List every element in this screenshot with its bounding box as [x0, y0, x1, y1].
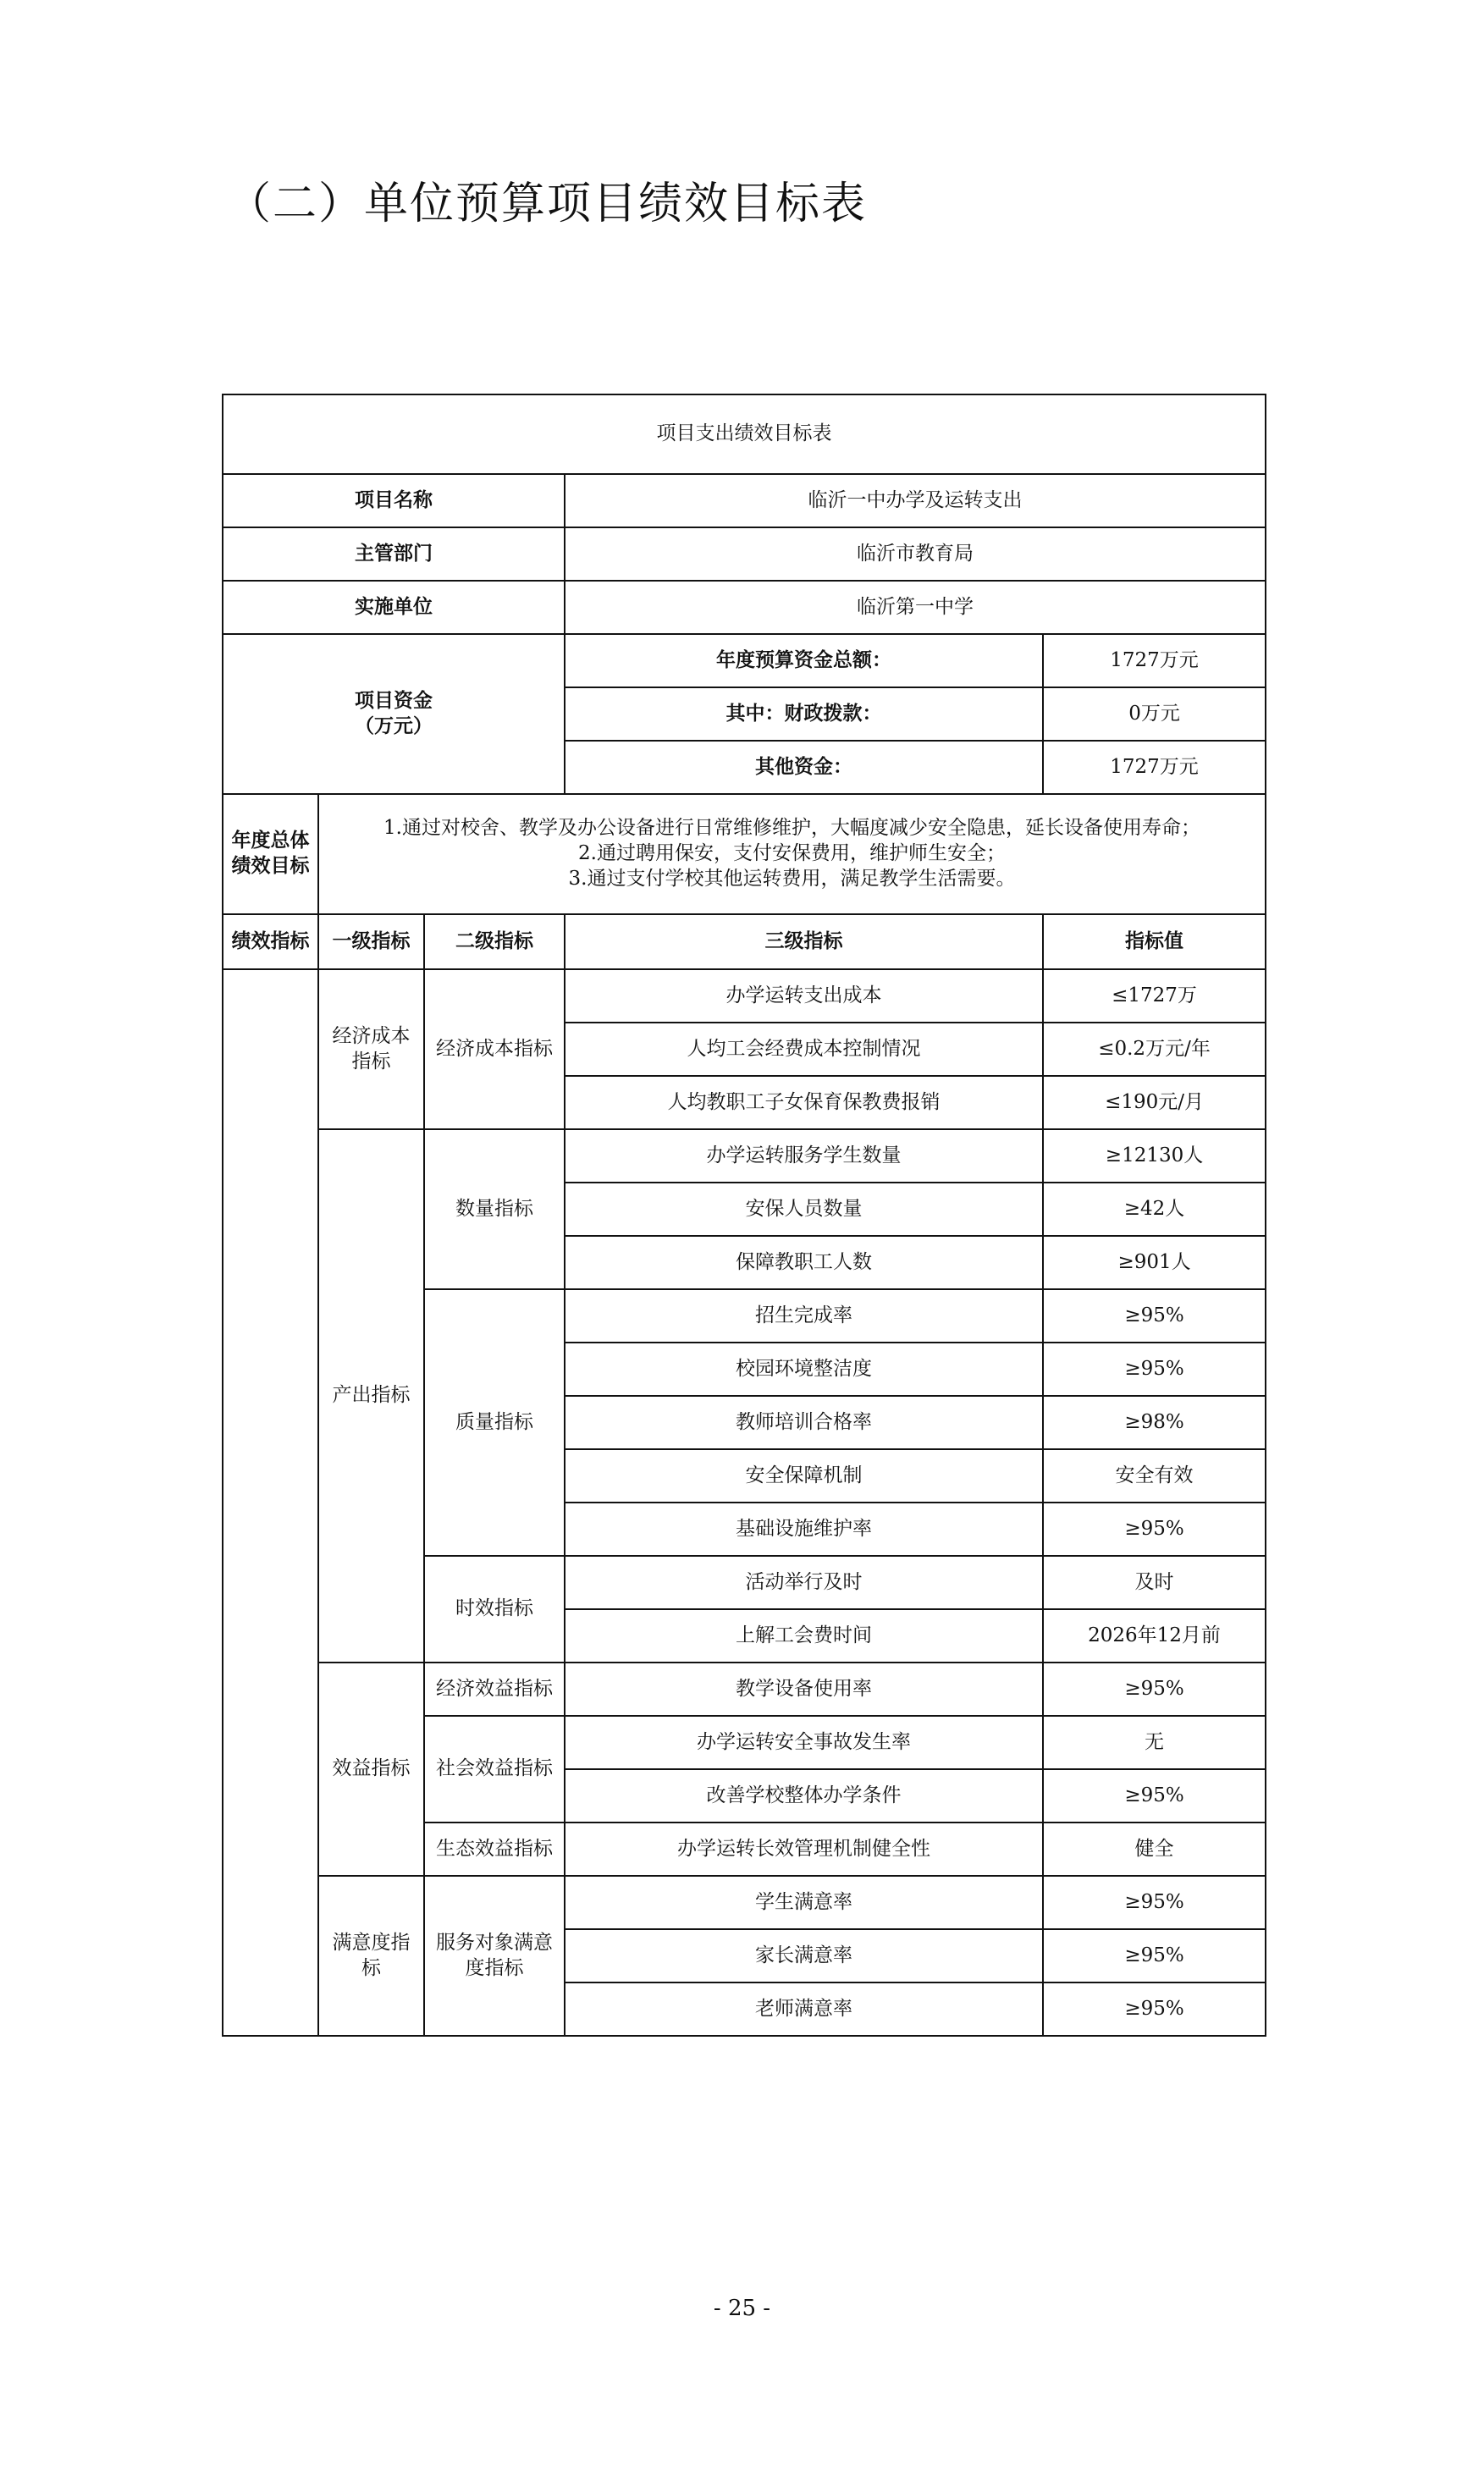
- unit-value: 临沂第一中学: [565, 581, 1266, 634]
- funds-item-value: 1727万元: [1043, 741, 1266, 794]
- annual-goal-label-line2: 绩效目标: [231, 855, 310, 877]
- indicator-cell: 人均工会经费成本控制情况: [565, 1023, 1043, 1076]
- goal-item: 1.通过对校舍、教学及办公设备进行日常维修维护，大幅度减少安全隐患，延长设备使用寿命；: [383, 817, 1200, 840]
- level2-cell: 质量指标: [424, 1289, 565, 1556]
- indicator-cell: 活动举行及时: [565, 1556, 1043, 1609]
- funds-item-value: 0万元: [1043, 687, 1266, 741]
- table-caption: 项目支出绩效目标表: [223, 394, 1266, 474]
- annual-goal-label-line1: 年度总体: [231, 830, 310, 852]
- value-cell: ≤190元/月: [1043, 1076, 1266, 1129]
- indicator-cell: 教师培训合格率: [565, 1396, 1043, 1449]
- value-cell: ≥98%: [1043, 1396, 1266, 1449]
- value-cell: 安全有效: [1043, 1449, 1266, 1503]
- performance-blank-cell: [223, 969, 318, 2036]
- level2-cell: 社会效益指标: [424, 1716, 565, 1823]
- level2-cell: 服务对象满意度指标: [424, 1876, 565, 2036]
- level2-cell: 数量指标: [424, 1129, 565, 1289]
- indicator-cell: 老师满意率: [565, 1982, 1043, 2036]
- indicator-cell: 保障教职工人数: [565, 1236, 1043, 1289]
- value-cell: ≥901人: [1043, 1236, 1266, 1289]
- funds-label-line2: （万元）: [355, 714, 433, 737]
- table-row: [223, 1129, 1266, 1183]
- dept-label: 主管部门: [223, 527, 565, 581]
- value-cell: ≥42人: [1043, 1183, 1266, 1236]
- level2-cell: 经济效益指标: [424, 1663, 565, 1716]
- level1-cell: 满意度指标: [318, 1876, 424, 2036]
- level2-cell: 时效指标: [424, 1556, 565, 1663]
- value-cell: 2026年12月前: [1043, 1609, 1266, 1663]
- table-row: [223, 1876, 1266, 1929]
- indicator-cell: 家长满意率: [565, 1929, 1043, 1982]
- level1-cell: 经济成本指标: [318, 969, 424, 1129]
- value-cell: ≥95%: [1043, 1663, 1266, 1716]
- header-level2: 二级指标: [424, 914, 565, 969]
- dept-value: 临沂市教育局: [565, 527, 1266, 581]
- funds-item-label: 年度预算资金总额：: [565, 634, 1043, 687]
- value-cell: ≥95%: [1043, 1929, 1266, 1982]
- table-row: [223, 1663, 1266, 1716]
- indicator-cell: 办学运转安全事故发生率: [565, 1716, 1043, 1769]
- level2-cell: 生态效益指标: [424, 1823, 565, 1876]
- annual-goals: [318, 794, 1266, 914]
- funds-label: [223, 634, 565, 794]
- indicator-cell: 改善学校整体办学条件: [565, 1769, 1043, 1823]
- table-row: [223, 969, 1266, 1023]
- indicator-cell: 安保人员数量: [565, 1183, 1043, 1236]
- funds-item-value: 1727万元: [1043, 634, 1266, 687]
- level2-cell: 经济成本指标: [424, 969, 565, 1129]
- funds-label-line1: 项目资金: [355, 689, 433, 712]
- indicator-cell: 办学运转长效管理机制健全性: [565, 1823, 1043, 1876]
- indicator-cell: 人均教职工子女保育保教费报销: [565, 1076, 1043, 1129]
- indicator-cell: 招生完成率: [565, 1289, 1043, 1343]
- value-cell: ≥95%: [1043, 1769, 1266, 1823]
- level1-cell: 产出指标: [318, 1129, 424, 1663]
- value-cell: ≥95%: [1043, 1982, 1266, 2036]
- value-cell: 健全: [1043, 1823, 1266, 1876]
- header-level1: 一级指标: [318, 914, 424, 969]
- value-cell: ≥12130人: [1043, 1129, 1266, 1183]
- annual-goal-label: [223, 794, 318, 914]
- level1-cell: 效益指标: [318, 1663, 424, 1876]
- indicator-cell: 安全保障机制: [565, 1449, 1043, 1503]
- unit-label: 实施单位: [223, 581, 565, 634]
- value-cell: 无: [1043, 1716, 1266, 1769]
- value-cell: ≥95%: [1043, 1289, 1266, 1343]
- value-cell: ≥95%: [1043, 1343, 1266, 1396]
- value-cell: ≥95%: [1043, 1876, 1266, 1929]
- header-level3: 三级指标: [565, 914, 1043, 969]
- project-name-label: 项目名称: [223, 474, 565, 527]
- indicator-cell: 办学运转服务学生数量: [565, 1129, 1043, 1183]
- indicator-cell: 教学设备使用率: [565, 1663, 1043, 1716]
- funds-item-label: 其中：财政拨款：: [565, 687, 1043, 741]
- indicator-cell: 校园环境整洁度: [565, 1343, 1043, 1396]
- goal-item: 2.通过聘用保安，支付安保费用，维护师生安全；: [578, 842, 1006, 865]
- indicator-cell: 学生满意率: [565, 1876, 1043, 1929]
- indicator-cell: 基础设施维护率: [565, 1503, 1043, 1556]
- funds-item-label: 其他资金：: [565, 741, 1043, 794]
- value-cell: ≤1727万: [1043, 969, 1266, 1023]
- header-performance: 绩效指标: [223, 914, 318, 969]
- value-cell: 及时: [1043, 1556, 1266, 1609]
- performance-target-table: [222, 394, 1266, 2037]
- indicator-cell: 办学运转支出成本: [565, 969, 1043, 1023]
- goal-item: 3.通过支付学校其他运转费用，满足教学生活需要。: [568, 867, 1016, 890]
- value-cell: ≤0.2万元/年: [1043, 1023, 1266, 1076]
- page-number: - 25 -: [713, 2296, 771, 2321]
- section-title: （二）单位预算项目绩效目标表: [227, 179, 868, 229]
- header-value: 指标值: [1043, 914, 1266, 969]
- value-cell: ≥95%: [1043, 1503, 1266, 1556]
- project-name-value: 临沂一中办学及运转支出: [565, 474, 1266, 527]
- indicator-cell: 上解工会费时间: [565, 1609, 1043, 1663]
